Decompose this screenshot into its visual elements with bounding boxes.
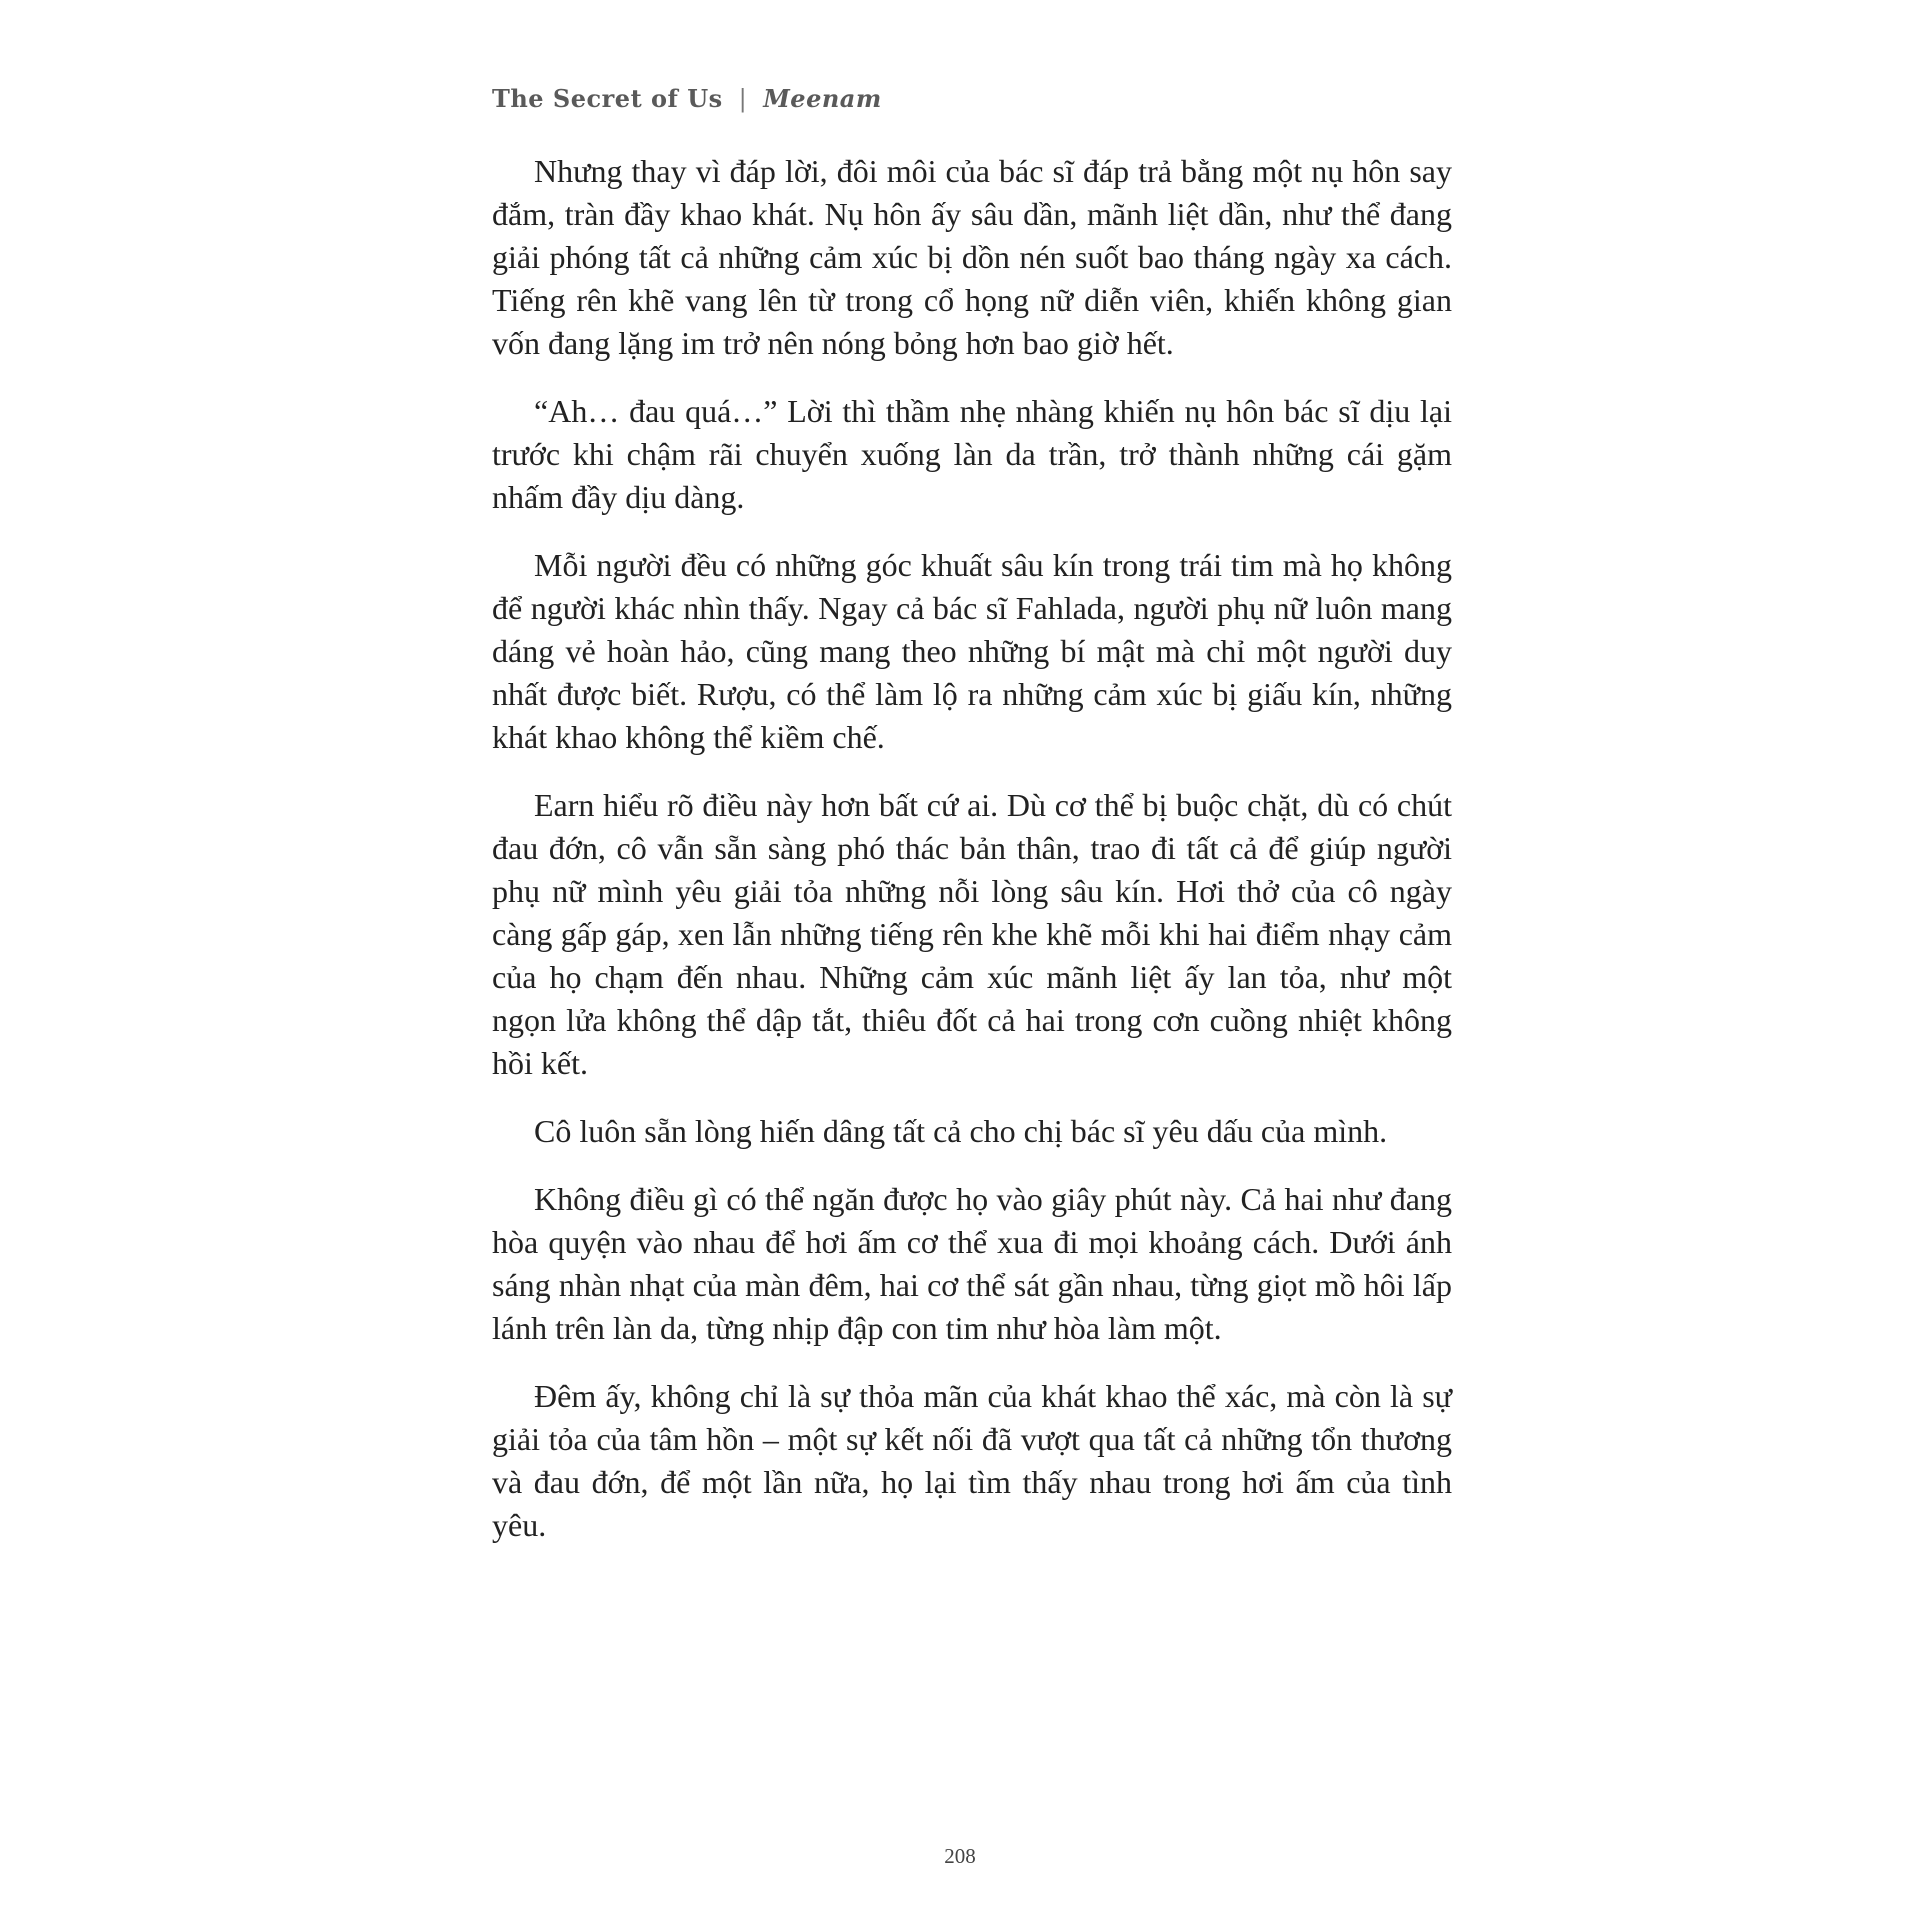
paragraph: Đêm ấy, không chỉ là sự thỏa mãn của khát khao thể xác, mà còn là sự giải tỏa của tâm hồn – một sự kết nối đã vượt qua tất cả những tổn thương và đau đớn, để một lần nữa, họ lại tìm thấy nhau trong hơi ấm của tình yêu. (492, 1378, 1452, 1543)
paragraph: Không điều gì có thể ngăn được họ vào giây phút này. Cả hai như đang hòa quyện vào nhau để hơi ấm cơ thể xua đi mọi khoảng cách. Dưới ánh sáng nhàn nhạt của màn đêm, hai cơ thể sát gần nhau, từng giọt mồ hôi lấp lánh trên làn da, từng nhịp đập con tim như hòa làm một. (492, 1181, 1452, 1346)
paragraph: Nhưng thay vì đáp lời, đôi môi của bác sĩ đáp trả bằng một nụ hôn say đắm, tràn đầy khao khát. Nụ hôn ấy sâu dần, mãnh liệt dần, như thể đang giải phóng tất cả những cảm xúc bị dồn nén suốt bao tháng ngày xa cách. Tiếng rên khẽ vang lên từ trong cổ họng nữ diễn viên, khiến không gian vốn đang lặng im trở nên nóng bỏng hơn bao giờ hết. (492, 153, 1452, 361)
body-text (492, 150, 1452, 1572)
author-name: Meenam (763, 84, 882, 113)
book-title: The Secret of Us (492, 84, 723, 113)
paragraph: “Ah… đau quá…” Lời thì thầm nhẹ nhàng khiến nụ hôn bác sĩ dịu lại trước khi chậm rãi chuyển xuống làn da trần, trở thành những cái gặm nhấm đầy dịu dàng. (492, 393, 1452, 515)
running-header (492, 84, 882, 113)
paragraph: Mỗi người đều có những góc khuất sâu kín trong trái tim mà họ không để người khác nhìn thấy. Ngay cả bác sĩ Fahlada, người phụ nữ luôn mang dáng vẻ hoàn hảo, cũng mang theo những bí mật mà chỉ một người duy nhất được biết. Rượu, có thể làm lộ ra những cảm xúc bị giấu kín, những khát khao không thể kiềm chế. (492, 547, 1452, 755)
page-number: 208 (944, 1844, 976, 1868)
paragraph: Cô luôn sẵn lòng hiến dâng tất cả cho chị bác sĩ yêu dấu của mình. (534, 1113, 1388, 1149)
paragraph: Earn hiểu rõ điều này hơn bất cứ ai. Dù cơ thể bị buộc chặt, dù có chút đau đớn, cô vẫn sẵn sàng phó thác bản thân, trao đi tất cả để giúp người phụ nữ mình yêu giải tỏa những nỗi lòng sâu kín. Hơi thở của cô ngày càng gấp gáp, xen lẫn những tiếng rên khe khẽ mỗi khi hai điểm nhạy cảm của họ chạm đến nhau. Những cảm xúc mãnh liệt ấy lan tỏa, như một ngọn lửa không thể dập tắt, thiêu đốt cả hai trong cơn cuồng nhiệt không hồi kết. (492, 787, 1452, 1081)
header-separator: | (738, 85, 748, 113)
